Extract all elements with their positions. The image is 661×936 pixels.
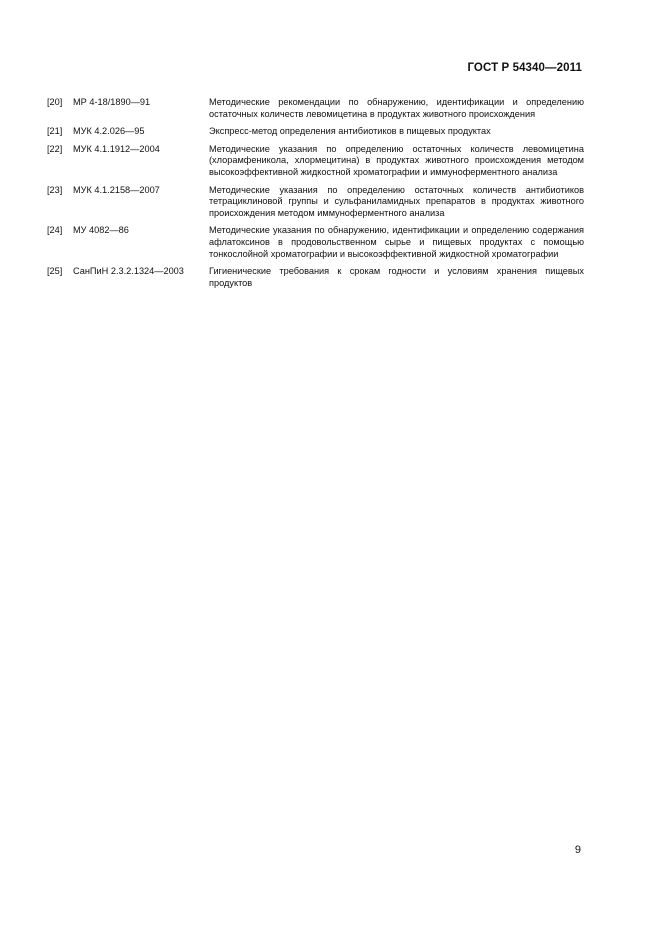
reference-number: [25]	[47, 266, 63, 277]
document-title: Экспресс-метод определения антибиотиков в пищевых продуктах	[209, 126, 491, 137]
bibliography-entry	[47, 266, 584, 289]
reference-number: [22]	[47, 143, 63, 154]
bibliography-entry	[47, 144, 584, 179]
document-code: МУК 4.2.026—95	[73, 126, 145, 137]
page-number: 9	[574, 844, 581, 856]
bibliography-entry	[47, 97, 584, 120]
reference-number: [21]	[47, 126, 63, 137]
bibliography-list	[47, 97, 584, 295]
reference-number: [23]	[47, 184, 63, 195]
document-title: Методические указания по определению остаточных количеств левомицетина (хлорамфеникола, хлормецитина) в продуктах животного происхождения методом высокоэффективной жидкостной хроматографии и иммуноферментного анализа	[209, 143, 584, 177]
document-title: Методические указания по определению остаточных количеств антибиотиков тетрациклиновой группы и сульфаниламидных препаратов в продуктах животного происхождения методом иммуноферментного анализа	[209, 184, 584, 218]
document-code: МУ 4082—86	[73, 225, 129, 236]
reference-number: [24]	[47, 225, 63, 236]
bibliography-entry	[47, 185, 584, 220]
document-title: Гигиенические требования к срокам годности и условиям хранения пищевых продуктов	[209, 266, 584, 288]
standard-code: ГОСТ Р 54340—2011	[467, 62, 582, 74]
document-code: МР 4-18/1890—91	[73, 97, 151, 107]
document-code: СанПиН 2.3.2.1324—2003	[73, 266, 184, 277]
reference-number: [20]	[47, 97, 63, 107]
bibliography-entry	[47, 225, 584, 260]
document-title: Методические рекомендации по обнаружению, идентификации и определению остаточных количеств левомицетина в продуктах животного происхождения	[209, 97, 584, 119]
document-code: МУК 4.1.2158—2007	[73, 184, 160, 195]
bibliography-entry	[47, 126, 584, 138]
document-title: Методические указания по обнаружению, идентификации и определению содержания афлатоксинов в продовольственном сырье и пищевых продуктах с помощью тонкослойной хроматографии и высокоэффективной жидкостной хроматографии	[209, 225, 584, 259]
document-code: МУК 4.1.1912—2004	[73, 143, 160, 154]
